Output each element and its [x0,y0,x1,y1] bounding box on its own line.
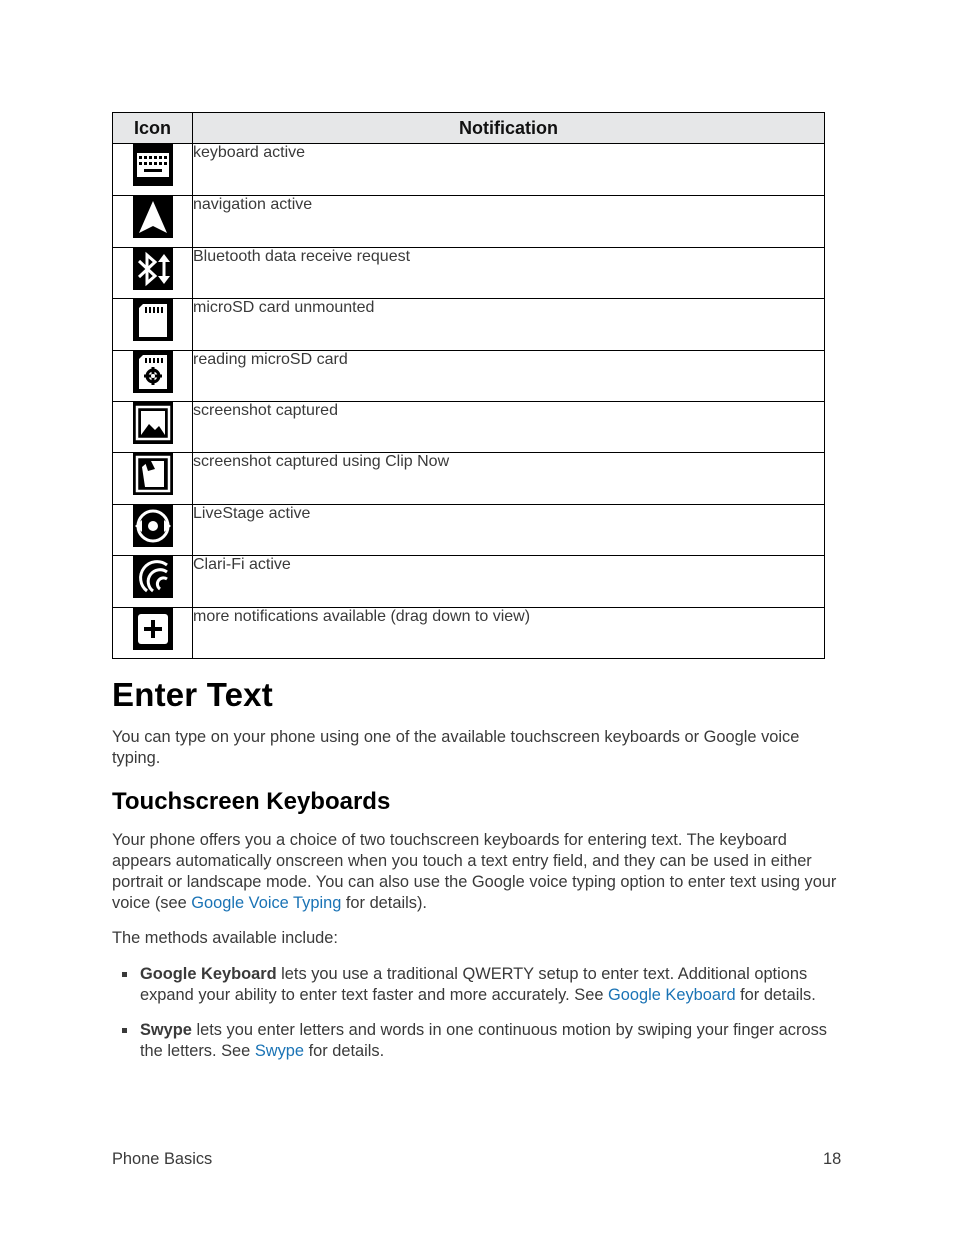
notification-text: Bluetooth data receive request [193,248,825,299]
table-header-row [113,113,825,144]
picture-icon [133,402,173,444]
notification-text: more notifications available (drag down to view) [193,608,825,659]
intro-paragraph: You can type on your phone using one of the available touchscreen keyboards or Google voice typing. [112,728,800,767]
navigation-icon [133,196,173,238]
header-icon: Icon [113,113,193,144]
footer-page-number: 18 [823,1150,842,1168]
table-row [113,351,825,402]
keyboards-paragraph: Your phone offers you a choice of two touchscreen keyboards for entering text. The keyboard appears automatically onscreen when you touch a text entry field, and they can be used in either portrait or landscape mode. You can also use the Google voice typing option to enter text using your voice (see Google Voice Typing for details). [112,831,837,912]
table-row [113,248,825,299]
notification-text: Clari-Fi active [193,556,825,608]
sd-card-icon [133,299,173,341]
swype-link[interactable]: Swype [254,1042,305,1060]
table-row [113,505,825,556]
table-row [113,556,825,608]
footer-chapter: Phone Basics [112,1150,213,1168]
list-item: Google Keyboard lets you use a traditional QWERTY setup to enter text. Additional options expand your ability to enter text faster and more accurately. See Google Keyboard for details. [112,964,842,1006]
section-title: Enter Text [112,676,273,713]
bluetooth-transfer-icon [133,248,173,290]
list-item: Swype lets you enter letters and words in one continuous motion by swiping your finger across the letters. See Swype for details. [112,1020,842,1062]
google-keyboard-link[interactable]: Google Keyboard [608,986,736,1004]
table-row [113,196,825,248]
notification-text: keyboard active [193,144,825,196]
google-voice-typing-link[interactable]: Google Voice Typing [191,894,342,912]
notification-text: reading microSD card [193,351,825,402]
bullet-term: Swype [140,1021,192,1039]
table-row [113,402,825,453]
header-notification: Notification [193,113,825,144]
notification-text: screenshot captured using Clip Now [193,453,825,505]
clari-fi-icon [133,556,173,598]
bullet-marker [122,972,127,977]
notification-text: screenshot captured [193,402,825,453]
subsection-title: Touchscreen Keyboards [112,788,391,815]
table-row [113,608,825,659]
table-row [113,144,825,196]
bullet-term: Google Keyboard [140,965,277,983]
table-row [113,299,825,351]
keyboard-icon [133,144,173,186]
plus-icon [133,608,173,650]
clip-now-icon [133,453,173,495]
methods-paragraph: The methods available include: [112,929,338,947]
livestage-icon [133,505,173,547]
notification-text: microSD card unmounted [193,299,825,351]
notification-text: LiveStage active [193,505,825,556]
notification-text: navigation active [193,196,825,248]
notification-icons-table [112,112,825,659]
sd-card-gear-icon [133,351,173,393]
table-row [113,453,825,505]
bullet-marker [122,1028,127,1033]
